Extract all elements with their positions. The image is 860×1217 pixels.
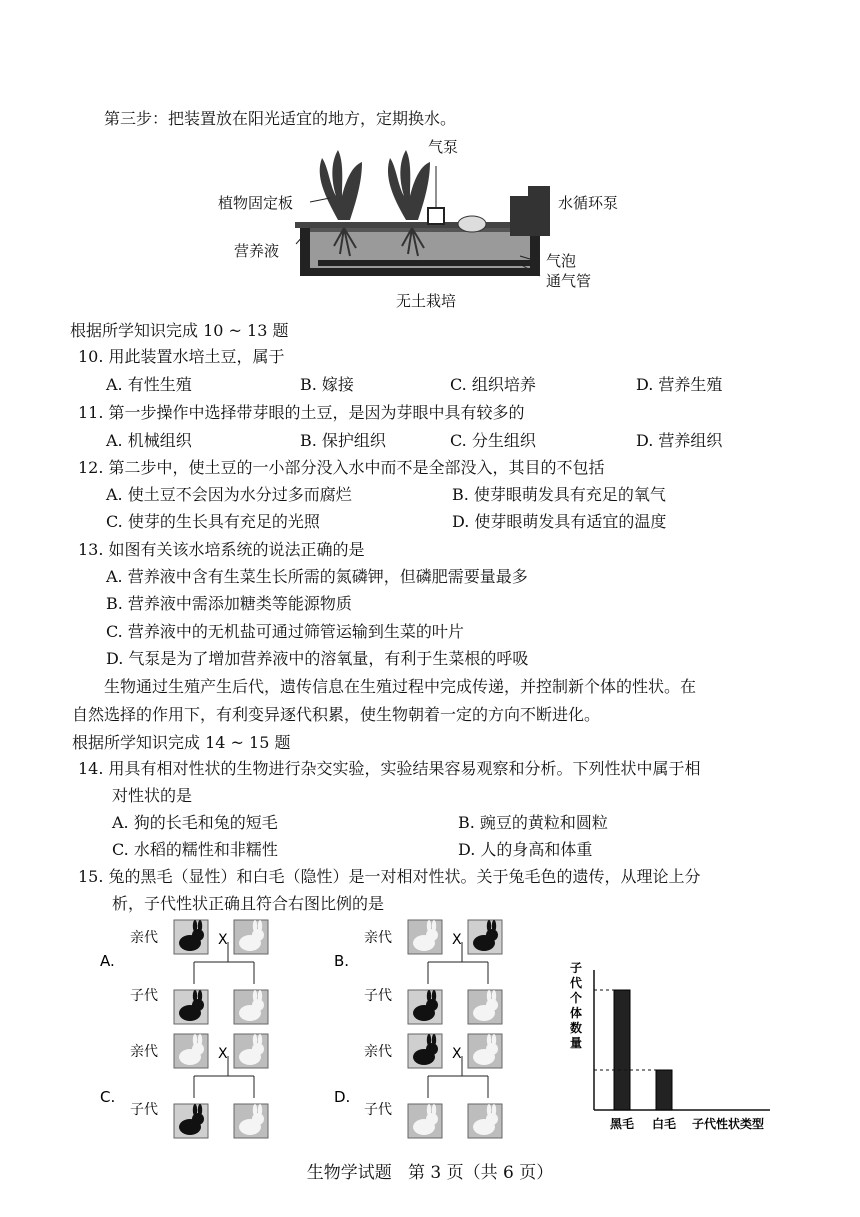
parent-label: 亲代: [364, 1044, 392, 1060]
label-bubble: 气泡: [546, 252, 577, 270]
y-axis-label-char: 体: [569, 1006, 583, 1020]
cross-symbol: X: [218, 1046, 228, 1062]
parent-rabbit-2-icon: [468, 1034, 502, 1068]
q15-stem-line2: 析，子代性状正确且符合右图比例的是: [112, 894, 385, 913]
q11-option-d: D. 营养组织: [636, 431, 723, 450]
child-rabbit-2-icon: [468, 1104, 502, 1138]
option-letter: D.: [334, 1088, 351, 1106]
page-footer: 生物学试题 第 3 页（共 6 页）: [306, 1163, 554, 1183]
label-board: 植物固定板: [218, 194, 294, 212]
parent-label: 亲代: [130, 1044, 158, 1060]
child-label: 子代: [364, 1102, 392, 1118]
parent-rabbit-1-icon: [174, 1034, 208, 1068]
parent-rabbit-1-icon: [174, 920, 208, 954]
cross-option-c: [100, 1032, 300, 1152]
q14-option-a: A. 狗的长毛和兔的短毛: [112, 813, 278, 832]
child-rabbit-1-icon: [174, 1104, 208, 1138]
intro-14-15: 根据所学知识完成 14 ~ 15 题: [72, 733, 291, 752]
child-rabbit-1-icon: [408, 990, 442, 1024]
q13-option-d: D. 气泵是为了增加营养液中的溶氧量，有利于生菜根的呼吸: [106, 649, 529, 668]
q12-stem: 12. 第二步中，使土豆的一小部分没入水中而不是全部没入，其目的不包括: [78, 458, 605, 477]
paragraph-line2: 自然选择的作用下，有利变异逐代积累，使生物朝着一定的方向不断进化。: [72, 705, 601, 724]
q13-option-b: B. 营养液中需添加糖类等能源物质: [106, 594, 352, 613]
y-axis-label-char: 量: [569, 1036, 583, 1050]
x-axis-label: 子代性状类型: [691, 1117, 765, 1131]
parent-rabbit-1-icon: [408, 920, 442, 954]
parent-label: 亲代: [130, 930, 158, 946]
paragraph-line1: 生物通过生殖产生后代，遗传信息在生殖过程中完成传递，并控制新个体的性状。在: [104, 677, 697, 696]
q14-stem-line2: 对性状的是: [112, 786, 193, 805]
step3-text: 第三步：把装置放在阳光适宜的地方，定期换水。: [104, 109, 457, 128]
q14-option-b: B. 豌豆的黄粒和圆粒: [458, 813, 608, 832]
q10-option-b: B. 嫁接: [300, 375, 354, 394]
option-letter: C.: [100, 1088, 116, 1106]
child-label: 子代: [130, 1102, 158, 1118]
q12-option-b: B. 使芽眼萌发具有充足的氧气: [452, 485, 666, 504]
cross-symbol: X: [452, 1046, 462, 1062]
intro-10-13: 根据所学知识完成 10 ~ 13 题: [70, 321, 289, 340]
board-leader: [310, 198, 330, 202]
q13-option-c: C. 营养液中的无机盐可通过筛管运输到生菜的叶片: [106, 622, 464, 641]
child-rabbit-1-icon: [408, 1104, 442, 1138]
q12-option-d: D. 使芽眼萌发具有适宜的温度: [452, 512, 667, 531]
child-label: 子代: [130, 988, 158, 1004]
parent-rabbit-2-icon: [234, 920, 268, 954]
bar-2: [656, 1070, 672, 1110]
q11-option-b: B. 保护组织: [300, 431, 386, 450]
q10-option-a: A. 有性生殖: [106, 375, 192, 394]
y-axis-label-char: 个: [569, 991, 583, 1005]
air-pump: [428, 208, 444, 224]
q10-option-d: D. 营养生殖: [636, 375, 723, 394]
label-pump: 气泵: [428, 138, 459, 156]
q10-stem: 10. 用此装置水培土豆，属于: [78, 347, 285, 366]
y-axis-label-char: 子: [569, 961, 583, 975]
cross-symbol: X: [218, 932, 228, 948]
cross-symbol: X: [452, 932, 462, 948]
bar-1: [614, 990, 630, 1110]
child-label: 子代: [364, 988, 392, 1004]
parent-rabbit-1-icon: [408, 1034, 442, 1068]
child-rabbit-2-icon: [468, 990, 502, 1024]
y-axis-label-char: 代: [569, 976, 583, 990]
x-tick-label: 白毛: [651, 1117, 677, 1131]
q11-option-a: A. 机械组织: [106, 431, 192, 450]
child-rabbit-2-icon: [234, 990, 268, 1024]
q15-stem-line1: 15. 兔的黑毛（显性）和白毛（隐性）是一对相对性状。关于兔毛色的遗传，从理论上分: [78, 867, 701, 886]
parent-rabbit-2-icon: [234, 1034, 268, 1068]
label-circ: 水循环泵: [558, 194, 619, 212]
q13-stem: 13. 如图有关该水培系统的说法正确的是: [78, 540, 365, 559]
label-nutrient: 营养液: [234, 242, 280, 260]
figure-caption: 无土栽培: [396, 292, 457, 310]
option-letter: A.: [100, 952, 115, 970]
cross-option-a: [100, 918, 300, 1038]
child-rabbit-1-icon: [174, 990, 208, 1024]
parent-rabbit-2-icon: [468, 920, 502, 954]
ratio-bar-chart: [560, 950, 780, 1140]
y-axis-label-char: 数: [569, 1021, 583, 1035]
label-tube: 通气管: [546, 272, 592, 290]
child-rabbit-2-icon: [234, 1104, 268, 1138]
q14-stem-line1: 14. 用具有相对性状的生物进行杂交实验，实验结果容易观察和分析。下列性状中属于相: [78, 759, 701, 778]
cross-option-b: [334, 918, 534, 1038]
parent-label: 亲代: [364, 930, 392, 946]
q12-option-a: A. 使土豆不会因为水分过多而腐烂: [106, 485, 352, 504]
cross-option-d: [334, 1032, 534, 1152]
x-tick-label: 黑毛: [609, 1117, 635, 1131]
q13-option-a: A. 营养液中含有生菜生长所需的氮磷钾，但磷肥需要量最多: [106, 567, 528, 586]
q14-option-c: C. 水稻的糯性和非糯性: [112, 840, 278, 859]
option-letter: B.: [334, 952, 350, 970]
q11-option-c: C. 分生组织: [450, 431, 536, 450]
q11-stem: 11. 第一步操作中选择带芽眼的土豆，是因为芽眼中具有较多的: [78, 403, 525, 422]
q14-option-d: D. 人的身高和体重: [458, 840, 593, 859]
q10-option-c: C. 组织培养: [450, 375, 536, 394]
q12-option-c: C. 使芽的生长具有充足的光照: [106, 512, 320, 531]
